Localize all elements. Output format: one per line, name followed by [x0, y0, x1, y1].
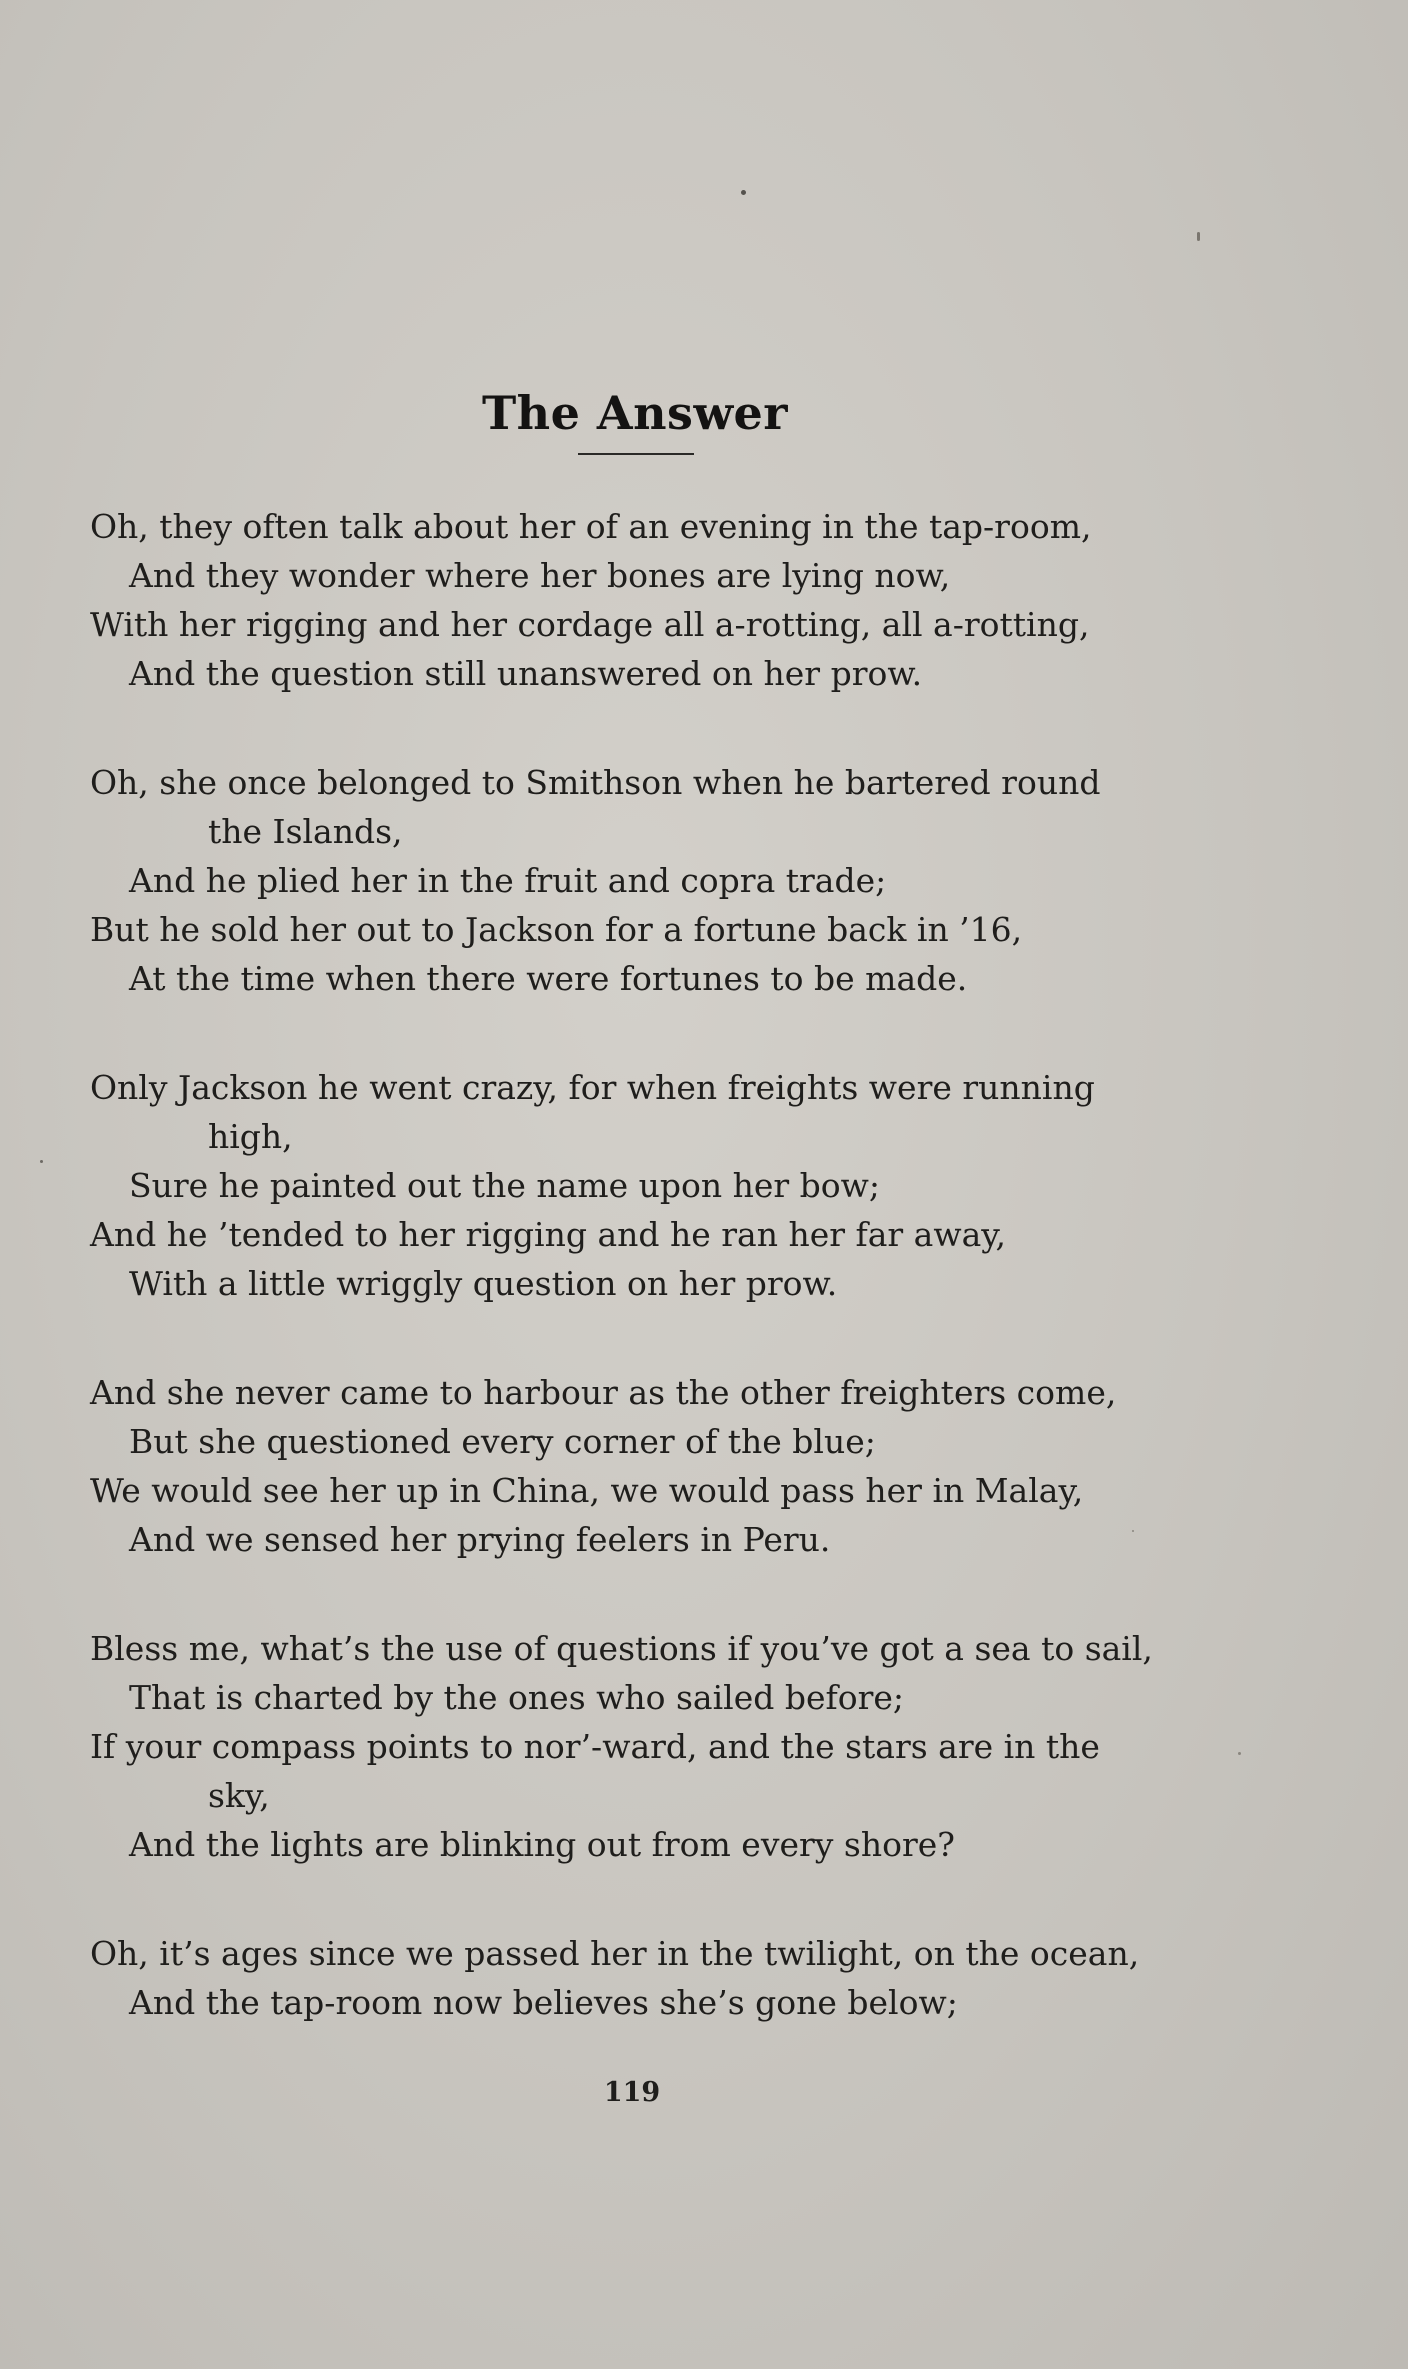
poem-line: sky,	[208, 1776, 270, 1815]
poem-line: If your compass points to nor’-ward, and the stars are in the	[90, 1727, 1100, 1766]
poem-line: Oh, she once belonged to Smithson when he bartered round	[90, 763, 1101, 802]
poem-line: the Islands,	[208, 812, 403, 851]
paper-speck	[1238, 1752, 1241, 1755]
poem-line: Bless me, what’s the use of questions if you’ve got a sea to sail,	[90, 1629, 1153, 1668]
paper-speck	[1197, 232, 1200, 241]
stanza-2	[90, 758, 1230, 1003]
title-rule	[578, 453, 694, 455]
poem-line: Oh, they often talk about her of an evening in the tap-room,	[90, 507, 1092, 546]
poem-line: With her rigging and her cordage all a-rotting, all a-rotting,	[90, 605, 1090, 644]
paper-speck	[40, 1160, 43, 1163]
stanza-4	[90, 1368, 1230, 1564]
poem-line: And he ’tended to her rigging and he ran her far away,	[90, 1215, 1006, 1254]
poem-line: That is charted by the ones who sailed before;	[129, 1678, 905, 1717]
poem-line: And the lights are blinking out from every shore?	[129, 1825, 955, 1864]
poem-line: But he sold her out to Jackson for a fortune back in ’16,	[90, 910, 1023, 949]
stanza-5	[90, 1624, 1230, 1869]
stanza-6	[90, 1929, 1230, 2027]
paper-speck	[741, 190, 746, 195]
poem-line: And the tap-room now believes she’s gone below;	[129, 1983, 958, 2022]
poem-line: high,	[208, 1117, 293, 1156]
poem-line: And we sensed her prying feelers in Peru.	[129, 1520, 831, 1559]
poem-line: And she never came to harbour as the other freighters come,	[90, 1373, 1117, 1412]
page-number: 119	[603, 2077, 661, 2108]
poem-line: Sure he painted out the name upon her bow;	[129, 1166, 880, 1205]
stanza-1	[90, 502, 1230, 698]
poem-title: The Answer	[481, 385, 789, 440]
poem-line: At the time when there were fortunes to be made.	[129, 959, 968, 998]
poem-line: And he plied her in the fruit and copra trade;	[129, 861, 887, 900]
stanza-3	[90, 1063, 1230, 1308]
poem-line: But she questioned every corner of the blue;	[129, 1422, 876, 1461]
poem-line: Oh, it’s ages since we passed her in the twilight, on the ocean,	[90, 1934, 1140, 1973]
poem-line: And they wonder where her bones are lying now,	[129, 556, 951, 595]
poem-line: With a little wriggly question on her prow.	[129, 1264, 838, 1303]
poem-line: And the question still unanswered on her prow.	[129, 654, 923, 693]
poem-line: Only Jackson he went crazy, for when freights were running	[90, 1068, 1095, 1107]
poem-line: We would see her up in China, we would pass her in Malay,	[90, 1471, 1084, 1510]
